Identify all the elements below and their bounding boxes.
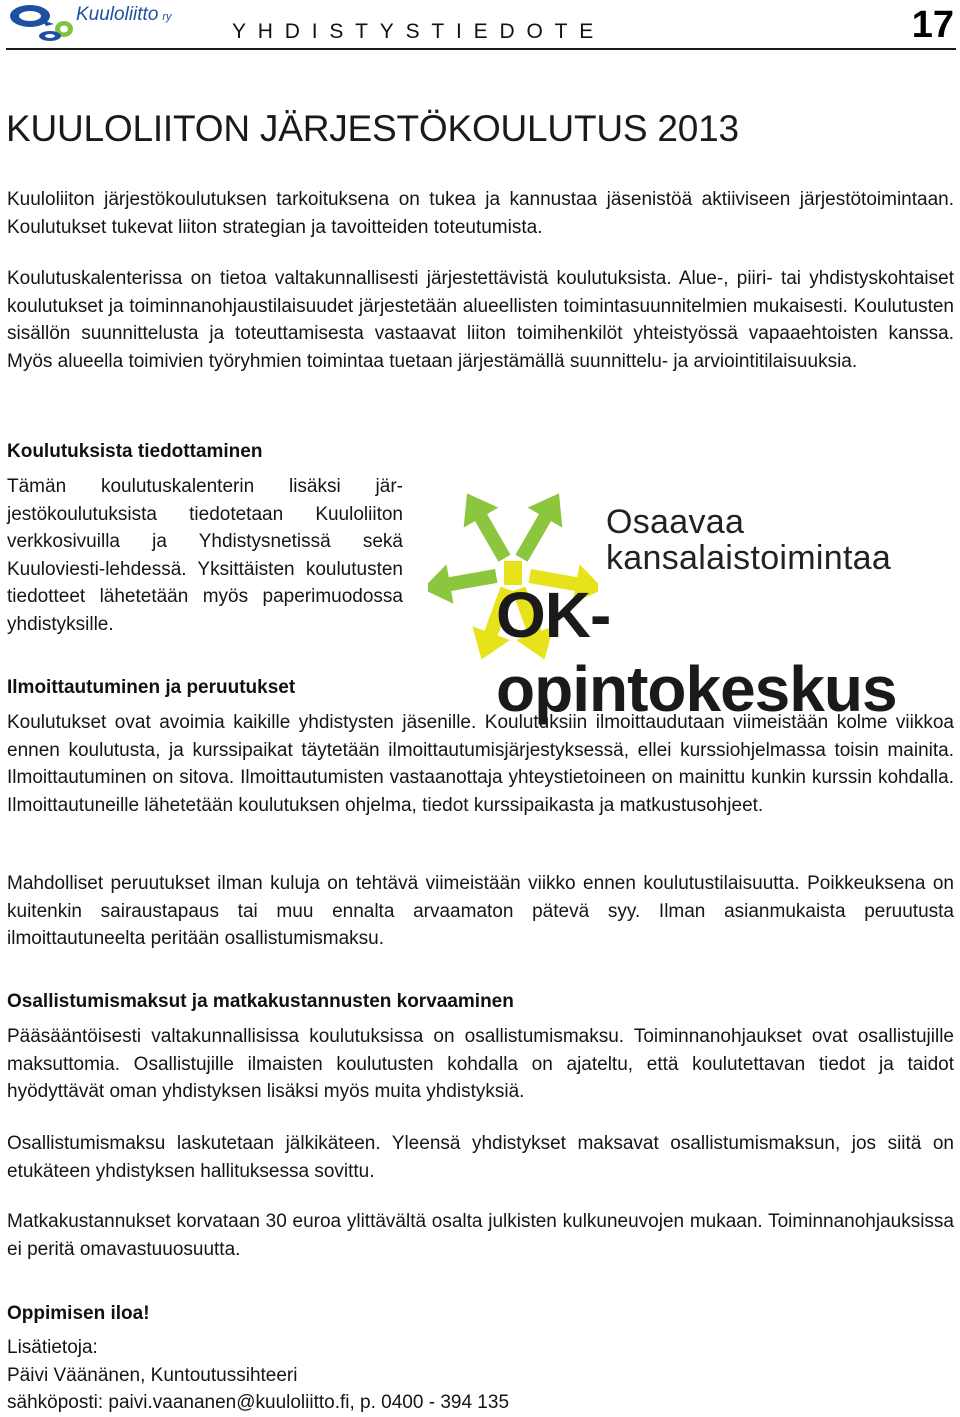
page-number: 17 (911, 4, 954, 46)
logo-tagline-1: Osaavaa (606, 503, 745, 541)
issue-title: YHDISTYSTIEDOTE (232, 20, 606, 43)
ok-opintokeskus-logo (428, 478, 958, 725)
contact-email-phone: sähköposti: paivi.vaananen@kuuloliitto.fi, p. 0400 - 394 135 (7, 1392, 510, 1413)
logo-tagline (606, 504, 891, 576)
contact-label: Lisätietoja: (7, 1337, 98, 1358)
page-title: KUULOLIITON JÄRJESTÖKOULUTUS 2013 (6, 108, 739, 149)
closing-line: Oppimisen iloa! (7, 1303, 150, 1324)
header-divider (6, 48, 956, 50)
ilmoittautuminen-paragraph-1: Koulutukset ovat avoimia kaikille yhdistysten jäsenille. Koulutuksiin ilmoittaudutaan viimeistään kolme viikkoa ennen koulutusta, ja kurssipaikat täytetään ilmoittautumisjärjestyksessä, ellei kurssiohjelmassa toisin mainita. Ilmoittautuminen on sitova. Ilmoittautumisten vastaanottaja yhteystietoineen on mainittu kunkin kurssin kohdalla. Ilmoittautuneille lähetetään koulutuksen ohjelma, tiedot kurssipaikasta ja matkustusohjeet. (7, 712, 954, 816)
intro-paragraph-2: Koulutuskalenterissa on tietoa valtakunnallisesti järjestettävistä koulutuksista. Alue-, piiri- tai yhdistyskohtaiset koulutukset ja toiminnanohjaustilaisuudet järjestetään alueellisten toimintasuunnitelmien mukaisesti. Koulutusten sisällön suunnittelusta ja toteuttamisesta vastaavat liiton toimihenkilöt yhteistyössä vapaaehtoisten kanssa. Myös alueella toimivien työryhmien toimintaa tuetaan järjestämällä suunnittelu- ja arviointitilaisuuksia. (7, 268, 954, 372)
intro-paragraph-1: Kuuloliiton järjestökoulutuksen tarkoituksena on tukea ja kannustaa jäsenistöä aktiiviseen järjestötoimintaan. Koulutukset tukevat liiton strategian ja tavoitteiden toteutumista. (7, 189, 954, 238)
ilmoittautuminen-paragraph-2: Mahdolliset peruutukset ilman kuluja on tehtävä viimeistään viikko ennen koulutustilaisuutta. Poikkeuksena on kuitenkin sairaustapaus tai muu ennalta arvaamaton pätevä syy. Ilman asianmukaista peruutusta ilmoittautuneelta peritään osallistumismaksu. (7, 873, 954, 949)
tiedottaminen-paragraph: Tämän koulutuskalenterin lisäksi jär-jestökoulutuksista tiedotetaan Kuuloliiton verkkosivuilla ja Yhdistysnetissä sekä Kuuloviesti-lehdessä. Yksittäisten koulutusten tiedotteet lähetetään myös paperimuodossa yhdistyksille. (7, 476, 403, 635)
maksut-paragraph-1: Pääsääntöisesti valtakunnallisissa koulutuksissa on osallistumismaksu. Toiminnanohjaukset ovat osallistujille maksuttomia. Osallistujille ilmaisten koulutusten kohdalla on ajateltu, että koulutettavan tiedot ja taidot hyödyttävät oman yhdistyksen lisäksi myös muita yhdistyksiä. (7, 1026, 954, 1102)
logo-brand-name: OK-opintokeskus (496, 579, 897, 725)
section-heading-tiedottaminen: Koulutuksista tiedottaminen (7, 441, 263, 462)
maksut-paragraph-3: Matkakustannukset korvataan 30 euroa ylittävältä osalta julkisten kulkuneuvojen mukaan. Toiminnanohjauksissa ei peritä omavastuuosuutta. (7, 1211, 954, 1260)
section-heading-ilmoittautuminen: Ilmoittautuminen ja peruutukset (7, 677, 296, 698)
org-name: Kuuloliitto ry (76, 4, 172, 25)
contact-person: Päivi Väänänen, Kuntoutussihteeri (7, 1365, 298, 1386)
section-heading-maksut: Osallistumismaksut ja matkakustannusten korvaaminen (7, 991, 514, 1012)
org-suffix: ry (162, 11, 172, 23)
kuuloliitto-logo-icon (6, 2, 76, 42)
kuuloliitto-logo (6, 2, 196, 44)
logo-tagline-2: kansalaistoimintaa (606, 539, 892, 577)
maksut-paragraph-2: Osallistumismaksu laskutetaan jälkikäteen. Yleensä yhdistykset maksavat osallistumismaksun, jos siitä on etukäteen yhdistyksen hallituksessa sovittu. (7, 1133, 954, 1182)
page-header (0, 0, 960, 52)
